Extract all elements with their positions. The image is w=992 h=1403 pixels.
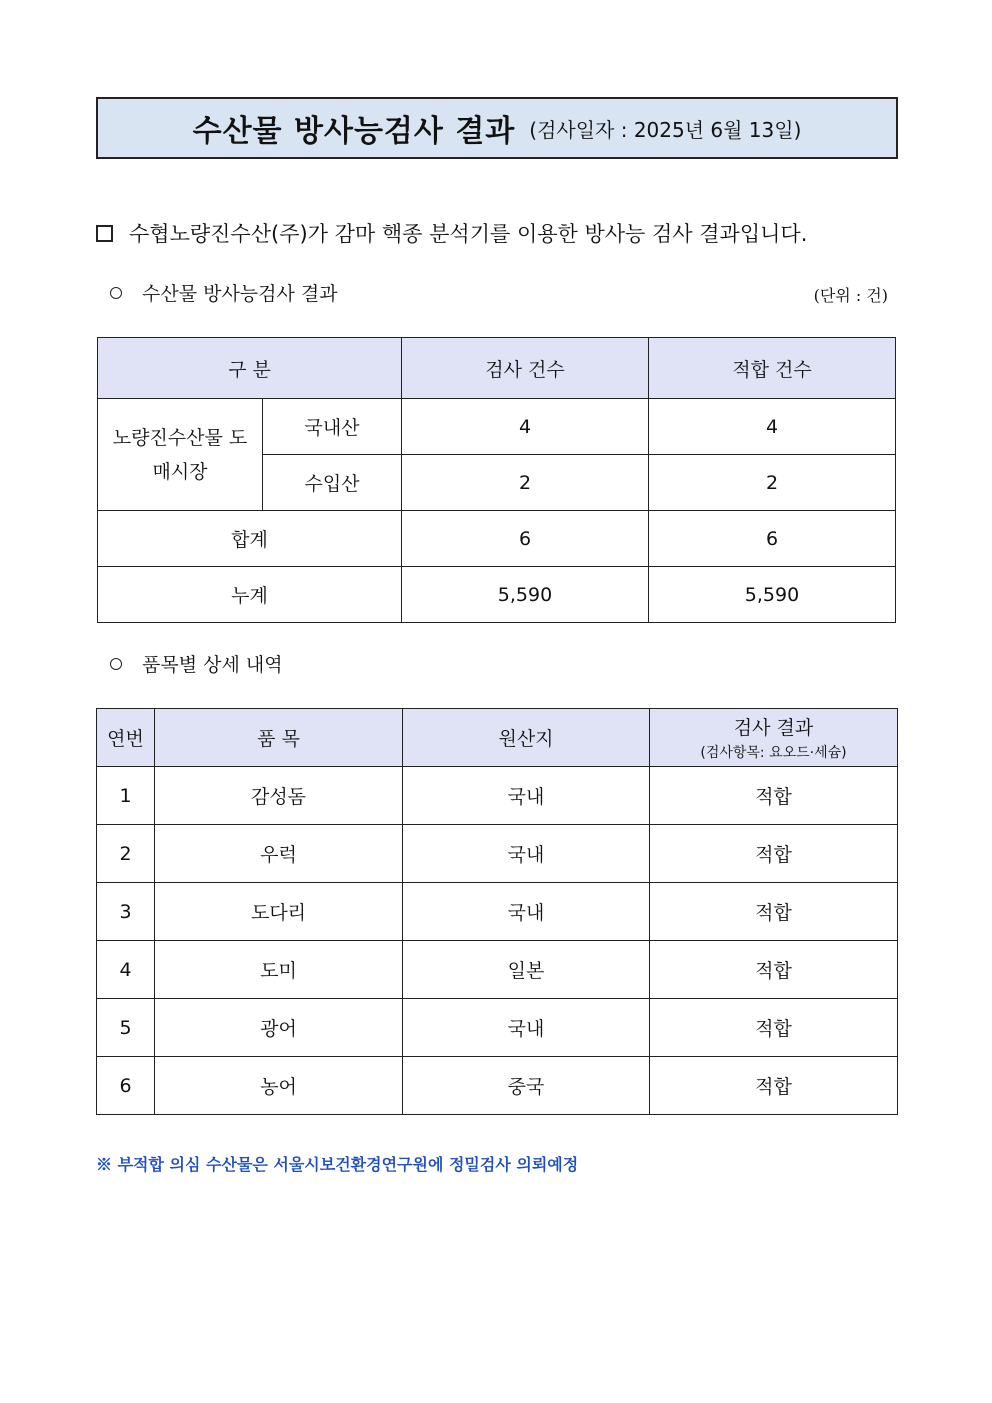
row-result: 적합 xyxy=(650,767,898,825)
row-item: 도미 xyxy=(155,941,403,999)
row-no: 4 xyxy=(97,941,155,999)
inspection-date: (검사일자 : 2025년 6월 13일) xyxy=(529,117,802,142)
cumulative-label: 누계 xyxy=(98,567,402,623)
pass-count: 2 xyxy=(649,455,896,511)
detail-section-title: 품목별 상세 내역 xyxy=(142,654,283,676)
table-row xyxy=(97,999,898,1057)
row-origin: 일본 xyxy=(403,941,650,999)
summary-header-row xyxy=(98,338,896,399)
total-tested: 6 xyxy=(402,511,649,567)
summary-section-heading xyxy=(110,279,338,306)
table-row xyxy=(97,883,898,941)
row-item: 농어 xyxy=(155,1057,403,1115)
summary-table xyxy=(97,337,896,623)
table-row xyxy=(97,1057,898,1115)
row-item: 광어 xyxy=(155,999,403,1057)
header-result-label: 검사 결과 xyxy=(733,717,814,739)
header-item: 품 목 xyxy=(155,709,403,767)
row-item: 감성돔 xyxy=(155,767,403,825)
row-result: 적합 xyxy=(650,999,898,1057)
header-result-sub: (검사항목: 요오드·세슘) xyxy=(700,745,847,761)
header-category: 구 분 xyxy=(98,338,402,399)
row-result: 적합 xyxy=(650,883,898,941)
total-pass: 6 xyxy=(649,511,896,567)
total-label: 합계 xyxy=(98,511,402,567)
row-label: 수입산 xyxy=(263,455,402,511)
row-no: 1 xyxy=(97,767,155,825)
market-name: 노량진수산물 도매시장 xyxy=(98,399,263,511)
row-no: 6 xyxy=(97,1057,155,1115)
circle-bullet-icon xyxy=(110,658,122,670)
table-row xyxy=(98,399,896,455)
row-result: 적합 xyxy=(650,941,898,999)
row-result: 적합 xyxy=(650,825,898,883)
tested-count: 4 xyxy=(402,399,649,455)
header-no: 연번 xyxy=(97,709,155,767)
row-no: 2 xyxy=(97,825,155,883)
header-result xyxy=(650,709,898,767)
header-tested-count: 검사 건수 xyxy=(402,338,649,399)
row-origin: 국내 xyxy=(403,999,650,1057)
intro-line xyxy=(96,218,807,248)
summary-section-title: 수산물 방사능검사 결과 xyxy=(142,283,338,305)
intro-text: 수협노량진수산(주)가 감마 핵종 분석기를 이용한 방사능 검사 결과입니다. xyxy=(129,222,808,246)
title-box xyxy=(96,97,898,159)
table-row xyxy=(97,767,898,825)
footnote: ※ 부적합 의심 수산물은 서울시보건환경연구원에 정밀검사 의뢰예정 xyxy=(96,1155,579,1174)
row-label: 국내산 xyxy=(263,399,402,455)
row-origin: 국내 xyxy=(403,883,650,941)
checkbox-icon xyxy=(96,225,113,242)
pass-count: 4 xyxy=(649,399,896,455)
row-no: 5 xyxy=(97,999,155,1057)
cumulative-tested: 5,590 xyxy=(402,567,649,623)
detail-table xyxy=(96,708,898,1115)
row-origin: 중국 xyxy=(403,1057,650,1115)
row-origin: 국내 xyxy=(403,825,650,883)
header-origin: 원산지 xyxy=(403,709,650,767)
table-row xyxy=(97,941,898,999)
table-row xyxy=(97,825,898,883)
row-item: 우럭 xyxy=(155,825,403,883)
circle-bullet-icon xyxy=(110,287,122,299)
total-row xyxy=(98,511,896,567)
page-title: 수산물 방사능검사 결과 xyxy=(192,114,516,149)
header-pass-count: 적합 건수 xyxy=(649,338,896,399)
row-no: 3 xyxy=(97,883,155,941)
detail-section-heading xyxy=(110,650,283,677)
cumulative-row xyxy=(98,567,896,623)
row-item: 도다리 xyxy=(155,883,403,941)
tested-count: 2 xyxy=(402,455,649,511)
row-result: 적합 xyxy=(650,1057,898,1115)
row-origin: 국내 xyxy=(403,767,650,825)
unit-label: (단위 : 건) xyxy=(813,286,888,305)
detail-header-row xyxy=(97,709,898,767)
cumulative-pass: 5,590 xyxy=(649,567,896,623)
